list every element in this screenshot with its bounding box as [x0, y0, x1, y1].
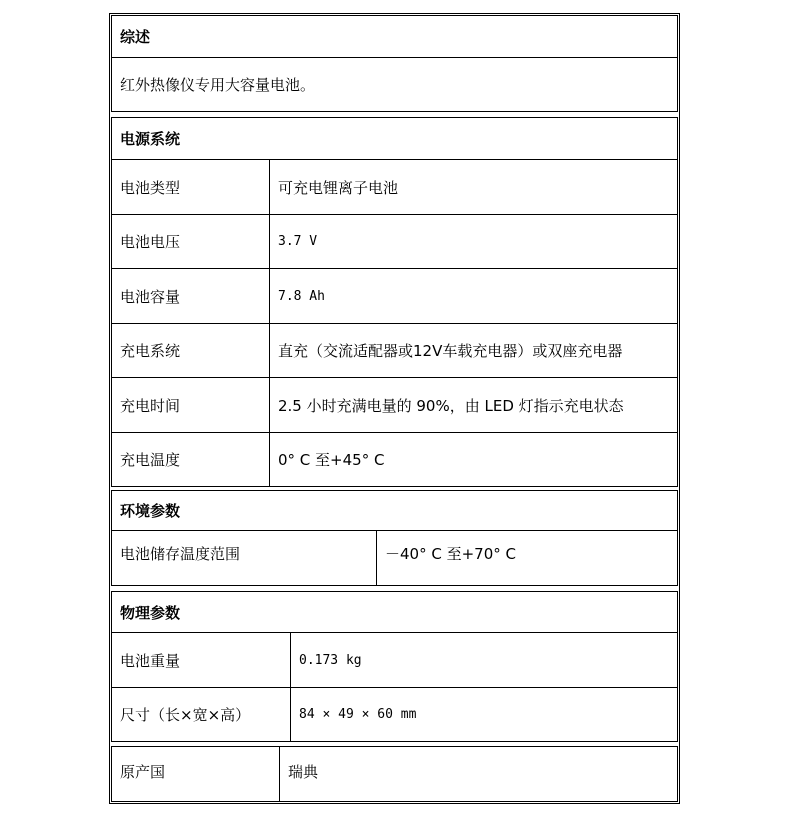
- table-row: [112, 531, 677, 585]
- row-value: 2.5 小时充满电量的 90%，由 LED 灯指示充电状态: [278, 396, 624, 415]
- row-label: 电池重量: [120, 651, 181, 670]
- origin-value: 瑞典: [288, 763, 319, 781]
- table-row: [112, 688, 677, 741]
- overview-text: 红外热像仪专用大容量电池。: [120, 76, 316, 94]
- table-row: [112, 433, 677, 486]
- table-row: [112, 269, 677, 324]
- row-label: 电池容量: [120, 287, 181, 306]
- origin-section: [111, 746, 678, 802]
- overview-header-row: [112, 16, 677, 58]
- row-value: 直充（交流适配器或12V车载充电器）或双座充电器: [278, 342, 623, 360]
- row-value: 3.7 V: [278, 234, 318, 249]
- power-header-row: [112, 118, 677, 160]
- row-label: 电池类型: [120, 178, 181, 197]
- table-row: [112, 747, 677, 801]
- row-label: 电池电压: [120, 233, 181, 251]
- row-value: 0.173 kg: [299, 652, 362, 668]
- physical-header-row: [112, 592, 677, 633]
- power-section: [111, 117, 678, 487]
- overview-text-row: [112, 58, 677, 111]
- origin-label: 原产国: [120, 763, 166, 781]
- row-value: 0° C 至+45° C: [278, 451, 385, 469]
- table-row: [112, 633, 677, 688]
- environment-title: 环境参数: [120, 502, 181, 520]
- row-label: 充电时间: [120, 396, 181, 415]
- table-row: [112, 215, 677, 269]
- row-value: －40° C 至+70° C: [385, 545, 516, 563]
- row-value: 84 × 49 × 60 mm: [299, 707, 417, 722]
- row-label: 充电温度: [120, 451, 181, 469]
- row-label: 充电系统: [120, 342, 181, 360]
- overview-title: 综述: [120, 28, 151, 46]
- row-value: 7.8 Ah: [278, 288, 325, 304]
- environment-header-row: [112, 491, 677, 531]
- physical-section: [111, 591, 678, 742]
- table-row: [112, 378, 677, 433]
- row-label: 电池储存温度范围: [120, 545, 241, 563]
- table-row: [112, 324, 677, 378]
- overview-section: [111, 15, 678, 112]
- row-label: 尺寸（长×宽×高）: [120, 706, 251, 724]
- row-value: 可充电锂离子电池: [278, 178, 399, 197]
- table-row: [112, 160, 677, 215]
- physical-title: 物理参数: [120, 603, 181, 622]
- power-title: 电源系统: [120, 130, 181, 148]
- environment-section: [111, 490, 678, 586]
